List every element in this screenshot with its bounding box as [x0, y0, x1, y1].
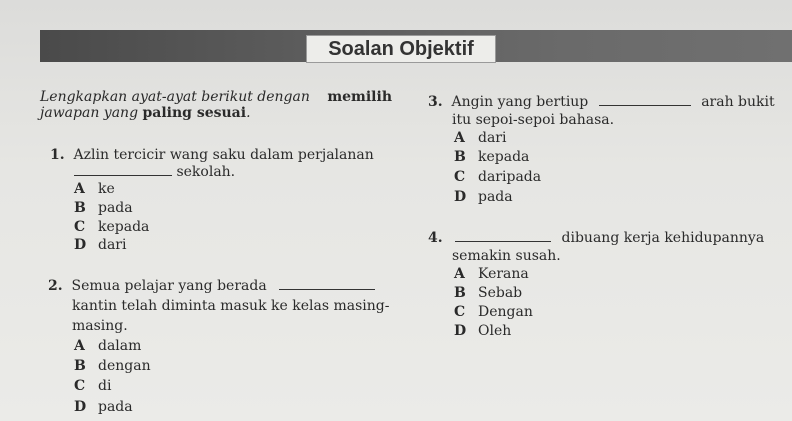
question-3-number: 3. — [428, 94, 443, 110]
question-1-option-a[interactable]: A ke — [74, 181, 115, 197]
question-1-text-2: sekolah. — [176, 164, 236, 180]
question-1-option-d[interactable]: D dari — [74, 237, 127, 253]
question-2-blank — [279, 277, 375, 290]
question-4-blank — [455, 229, 551, 242]
section-title: Soalan Objektif — [306, 35, 496, 63]
question-3-option-a[interactable]: A dari — [454, 130, 507, 146]
instruction-text-2: jawapan yang — [40, 105, 139, 121]
question-3-option-b[interactable]: B kepada — [454, 149, 530, 165]
question-3-option-d[interactable]: D pada — [454, 189, 513, 205]
question-4-option-a[interactable]: A Kerana — [454, 266, 529, 282]
question-4-option-c[interactable]: C Dengan — [454, 304, 533, 320]
question-3-line-2: itu sepoi-sepoi bahasa. — [452, 112, 615, 128]
question-4-option-d[interactable]: D Oleh — [454, 323, 512, 339]
question-2-line-1 — [48, 277, 375, 295]
question-4-number: 4. — [428, 230, 443, 246]
question-1-blank — [74, 163, 172, 176]
instruction-text-1: Lengkapkan ayat-ayat berikut dengan — [40, 89, 310, 105]
question-3-text-b: arah bukit — [701, 94, 775, 110]
question-1-option-c[interactable]: C kepada — [74, 219, 150, 235]
question-1-text: Azlin tercicir wang saku dalam perjalanan — [73, 147, 374, 163]
question-4-line-1 — [428, 229, 764, 247]
question-2-number: 2. — [48, 278, 63, 294]
instruction-bold-1: memilih — [327, 89, 392, 105]
question-4-option-b[interactable]: B Sebab — [454, 285, 523, 301]
question-1-line-1 — [50, 146, 392, 164]
question-2-line-2: kantin telah diminta masuk ke kelas masing- — [72, 298, 390, 314]
question-2-option-b[interactable]: B dengan — [74, 358, 151, 374]
question-1-line-2 — [74, 163, 235, 181]
question-2-option-c[interactable]: C di — [74, 378, 112, 394]
question-3-text: Angin yang bertiup — [451, 94, 589, 110]
question-1-option-b[interactable]: B pada — [74, 200, 133, 216]
question-3-blank — [599, 93, 691, 106]
question-2-option-a[interactable]: A dalam — [74, 338, 142, 354]
question-3-line-1 — [428, 93, 775, 111]
question-1-number: 1. — [50, 147, 65, 163]
instruction-bold-2: paling sesuai — [142, 105, 247, 121]
instruction-end: . — [246, 105, 251, 121]
question-2-line-3: masing. — [72, 318, 128, 334]
question-4-text: dibuang kerja kehidupannya — [561, 230, 765, 246]
question-4-line-2: semakin susah. — [452, 248, 561, 264]
question-2-option-d[interactable]: D pada — [74, 399, 133, 415]
instruction-line-2 — [40, 104, 251, 122]
question-3-option-c[interactable]: C daripada — [454, 169, 542, 185]
question-2-text: Semua pelajar yang berada — [71, 278, 267, 294]
